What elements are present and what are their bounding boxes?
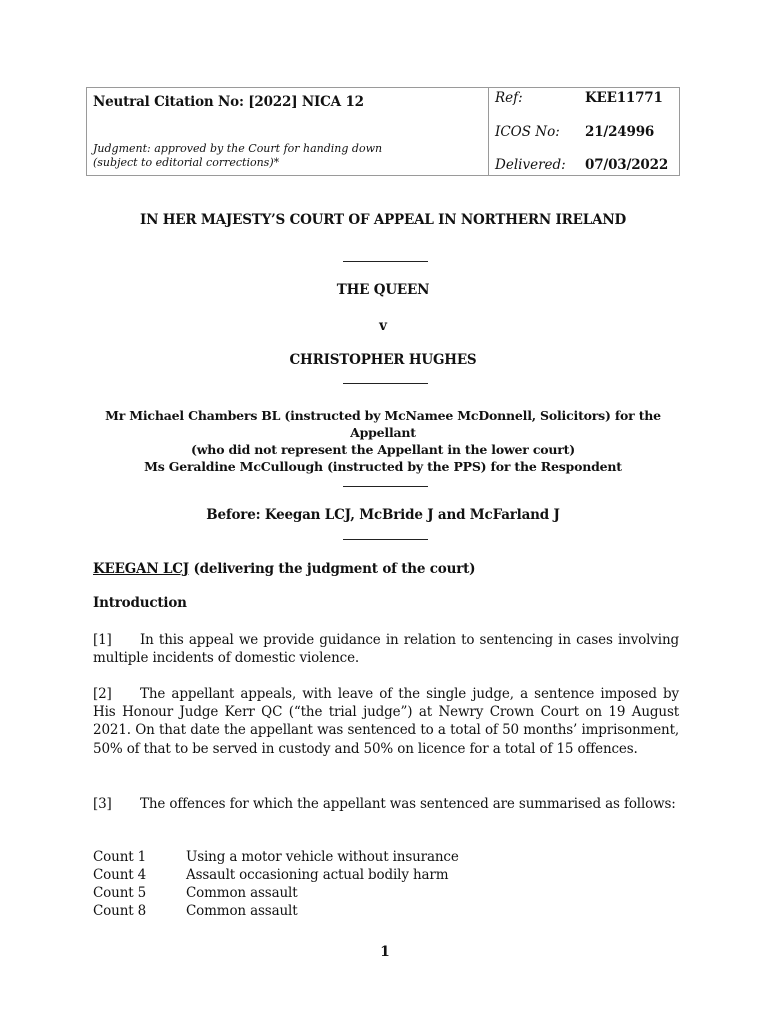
- divider-rule: [343, 383, 428, 384]
- ref-value: KEE11771: [585, 90, 663, 106]
- approval-note: [93, 142, 453, 170]
- paragraph-text: The offences for which the appellant was sentenced are summarised as follows:: [140, 796, 676, 812]
- bench: Before: Keegan LCJ, McBride J and McFarland J: [206, 507, 560, 523]
- count-row: [93, 903, 297, 919]
- judgment-author: [93, 561, 475, 577]
- count-row: [93, 849, 459, 865]
- counsel-block: [86, 407, 680, 475]
- count-offence: Common assault: [186, 885, 298, 901]
- ref-label: Ref:: [495, 90, 523, 106]
- approval-note-line2: (subject to editorial corrections)*: [93, 156, 280, 169]
- counsel-line: Mr Michael Chambers BL (instructed by McNamee McDonnell, Solicitors) for the: [105, 408, 661, 423]
- paragraph-text: The appellant appeals, with leave of the single judge, a sentence imposed by His Honour Judge Kerr QC (“the trial judge”) at Newry Crown Court on 19 August 2021. On that date the appellant was sentenced to a total of 50 months’ imprisonment, 50% of that to be served in custody and 50% on licence for a total of 15 offences.: [93, 686, 679, 757]
- counsel-line: Ms Geraldine McCullough (instructed by the PPS) for the Respondent: [144, 459, 622, 474]
- paragraph: [93, 795, 679, 813]
- count-label: Count 8: [93, 903, 147, 919]
- neutral-citation: Neutral Citation No: [2022] NICA 12: [93, 94, 364, 110]
- count-row: [93, 885, 297, 901]
- paragraph-text: In this appeal we provide guidance in relation to sentencing in cases involving multiple incidents of domestic violence.: [93, 632, 679, 667]
- divider-rule: [343, 539, 428, 540]
- count-offence: Assault occasioning actual bodily harm: [186, 867, 449, 883]
- divider-rule: [343, 261, 428, 262]
- paragraph: [93, 685, 679, 758]
- judge-name: KEEGAN LCJ: [93, 561, 189, 577]
- header-divider: [488, 87, 489, 176]
- count-label: Count 1: [93, 849, 147, 865]
- count-offence: Using a motor vehicle without insurance: [186, 849, 459, 865]
- court-title: IN HER MAJESTY’S COURT OF APPEAL IN NORTHERN IRELAND: [139, 212, 626, 228]
- icos-value: 21/24996: [585, 124, 655, 140]
- count-label: Count 5: [93, 885, 147, 901]
- paragraph-number: [1]: [93, 632, 112, 648]
- delivered-value: 07/03/2022: [585, 157, 669, 173]
- party-two: CHRISTOPHER HUGHES: [289, 352, 477, 368]
- counsel-line: Appellant: [350, 425, 416, 440]
- approval-note-line1: Judgment: approved by the Court for handing down: [93, 142, 383, 155]
- divider-rule: [343, 486, 428, 487]
- counsel-line: (who did not represent the Appellant in the lower court): [191, 442, 575, 457]
- paragraph-number: [3]: [93, 796, 112, 812]
- party-one: THE QUEEN: [336, 282, 430, 298]
- delivered-label: Delivered:: [495, 157, 566, 173]
- count-row: [93, 867, 448, 883]
- versus: v: [379, 318, 387, 334]
- count-offence: Common assault: [186, 903, 298, 919]
- icos-label: ICOS No:: [495, 124, 560, 140]
- paragraph: [93, 631, 679, 667]
- introduction-heading: Introduction: [93, 595, 187, 611]
- page-number: 1: [380, 944, 390, 960]
- paragraph-number: [2]: [93, 686, 112, 702]
- judgment-author-rest: (delivering the judgment of the court): [188, 561, 476, 577]
- count-label: Count 4: [93, 867, 147, 883]
